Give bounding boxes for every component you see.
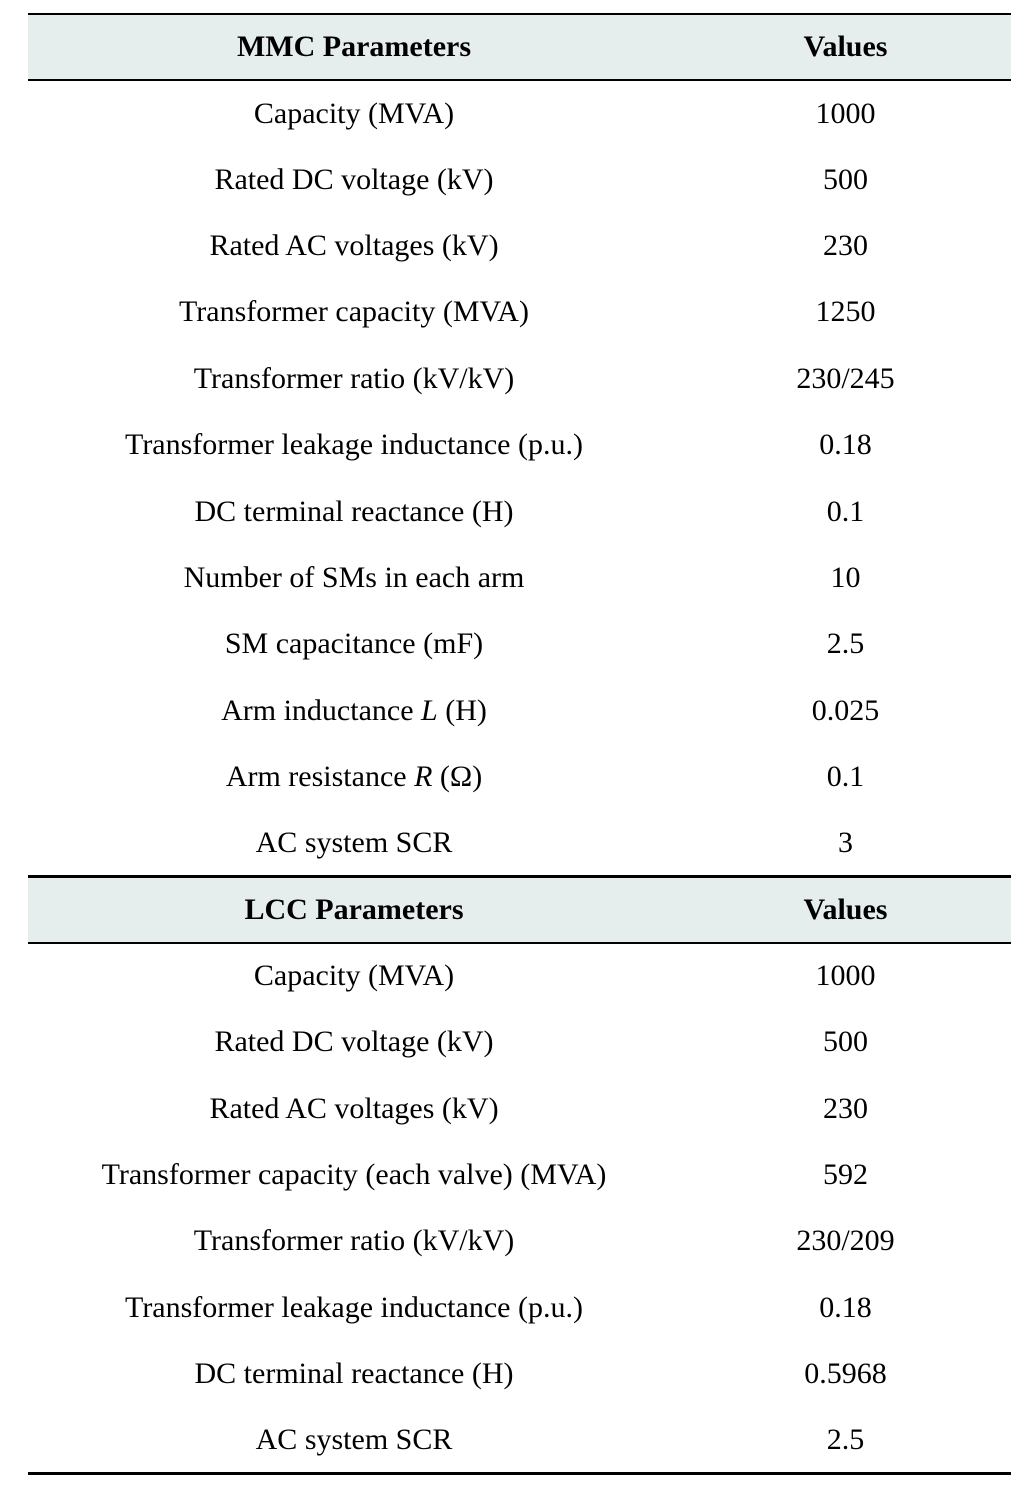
mmc-row-arm-resistance (28, 744, 1011, 810)
param-label-prefix: Arm inductance (221, 693, 422, 727)
param-label: Capacity (MVA) (253, 96, 455, 130)
param-label-suffix: (H) (437, 693, 487, 727)
mmc-header-row (28, 14, 1011, 80)
param-label: Transformer ratio (kV/kV) (193, 1224, 515, 1258)
lcc-row-ac-system-scr (28, 1407, 1011, 1473)
parameters-table-container (28, 13, 1011, 1475)
param-label: DC terminal reactance (H) (194, 1357, 514, 1391)
param-value: 1000 (815, 96, 876, 130)
param-label: SM capacitance (mF) (224, 627, 484, 661)
param-value: 592 (823, 1158, 868, 1192)
param-value: 2.5 (826, 627, 865, 661)
lcc-row-capacity (28, 943, 1011, 1009)
param-label: Transformer leakage inductance (p.u.) (125, 1290, 583, 1324)
lcc-row-dc-terminal-reactance (28, 1341, 1011, 1407)
param-label: Transformer capacity (MVA) (179, 295, 529, 329)
param-value: 1000 (815, 959, 876, 993)
param-label: Rated AC voltages (kV) (209, 1091, 499, 1125)
lcc-row-transformer-capacity (28, 1142, 1011, 1208)
mmc-row-transformer-leakage-inductance (28, 412, 1011, 478)
mmc-row-rated-ac-voltages (28, 213, 1011, 279)
param-value: 0.025 (811, 693, 880, 727)
mmc-row-transformer-ratio (28, 346, 1011, 412)
param-label: Transformer ratio (kV/kV) (193, 361, 515, 395)
param-label-suffix: (Ω) (432, 760, 483, 794)
mmc-parameters-heading: MMC Parameters (28, 14, 680, 80)
param-value: 230/245 (796, 361, 895, 395)
param-value: 10 (830, 560, 861, 594)
param-value: 230 (823, 228, 868, 262)
param-value: 0.18 (819, 428, 872, 462)
mmc-row-arm-inductance (28, 678, 1011, 744)
param-value: 0.18 (819, 1290, 872, 1324)
mmc-row-ac-system-scr (28, 810, 1011, 876)
inductance-symbol: L (421, 693, 438, 727)
param-label: AC system SCR (28, 1407, 680, 1473)
param-value: 0.1 (826, 494, 865, 528)
lcc-parameters-heading: LCC Parameters (28, 877, 680, 943)
param-label: Transformer leakage inductance (p.u.) (125, 428, 583, 462)
param-label: AC system SCR (255, 825, 453, 859)
mmc-row-capacity (28, 80, 1011, 146)
param-value: 0.5968 (804, 1357, 887, 1391)
param-value: 500 (823, 162, 868, 196)
resistance-symbol: R (414, 760, 433, 794)
mmc-row-number-of-sms (28, 545, 1011, 611)
param-label: Rated DC voltage (kV) (214, 1025, 494, 1059)
lcc-header-row (28, 877, 1011, 943)
mmc-row-dc-terminal-reactance (28, 478, 1011, 544)
param-label: Transformer capacity (each valve) (MVA) (101, 1158, 607, 1192)
parameters-table (28, 13, 1011, 1475)
param-label (28, 678, 680, 744)
param-label: DC terminal reactance (H) (194, 494, 514, 528)
param-label (28, 744, 680, 810)
mmc-row-rated-dc-voltage (28, 146, 1011, 212)
param-value: 230/209 (796, 1224, 895, 1258)
param-label-prefix: Arm resistance (225, 760, 415, 794)
param-label: Rated AC voltages (kV) (209, 228, 499, 262)
mmc-row-transformer-capacity (28, 279, 1011, 345)
lcc-row-rated-ac-voltages (28, 1075, 1011, 1141)
param-label: Number of SMs in each arm (183, 560, 525, 594)
lcc-row-transformer-ratio (28, 1208, 1011, 1274)
param-value: 1250 (815, 295, 876, 329)
param-value: 3 (838, 825, 853, 859)
param-value: 230 (823, 1091, 868, 1125)
mmc-values-heading: Values (680, 14, 1011, 80)
lcc-row-rated-dc-voltage (28, 1009, 1011, 1075)
mmc-row-sm-capacitance (28, 611, 1011, 677)
param-value: 500 (823, 1025, 868, 1059)
param-label: Capacity (MVA) (253, 959, 455, 993)
param-label: Rated DC voltage (kV) (214, 162, 494, 196)
lcc-values-heading: Values (680, 877, 1011, 943)
param-value: 0.1 (826, 760, 865, 794)
param-value: 2.5 (680, 1407, 1011, 1473)
lcc-row-transformer-leakage-inductance (28, 1275, 1011, 1341)
